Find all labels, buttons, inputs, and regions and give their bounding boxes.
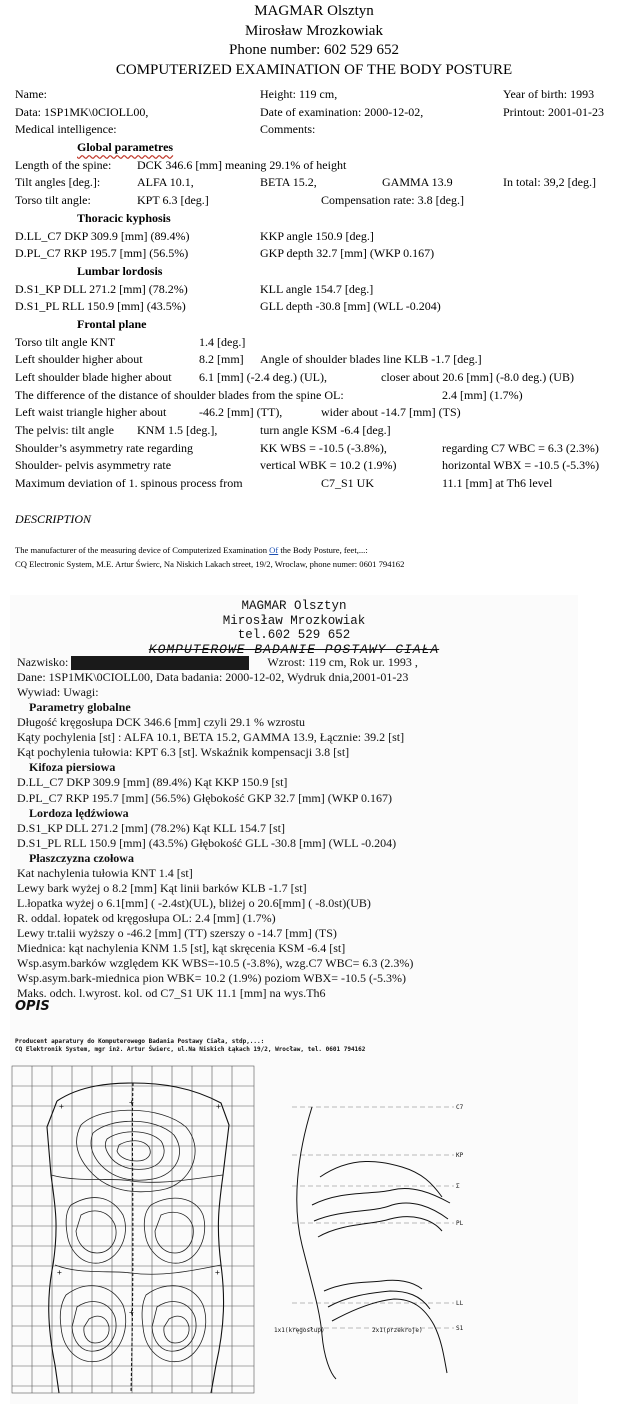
label-sigma: Σ — [456, 1183, 460, 1190]
th6-value: 11.1 [mm] at Th6 level — [442, 476, 553, 491]
moire-contours — [51, 1110, 223, 1361]
klb-value: Angle of shoulder blades line KLB -1.7 [deg.] — [260, 352, 482, 367]
blade-label: Left shoulder blade higher about — [15, 370, 172, 384]
scan-height-year: Wzrost: 119 cm, Rok ur. 1993 , — [267, 655, 418, 669]
svg-text:+: + — [59, 1102, 64, 1111]
english-report — [0, 0, 628, 575]
section-curve — [324, 1280, 422, 1291]
dpl-value: D.PL_C7 RKP 195.7 [mm] (56.5%) — [15, 246, 189, 261]
comments-label: Comments: — [260, 122, 316, 137]
scan-title-text: KOMPUTEROWE BADANIE POSTAWY CIAŁA — [148, 641, 440, 657]
torso-label: Torso tilt angle: — [15, 193, 91, 208]
person-name: Mirosław Mrozkowiak — [245, 22, 383, 39]
redaction-bar — [71, 656, 249, 670]
scale-left-label: 1x1(kręgosłup) — [274, 1327, 325, 1334]
vertical-value: vertical WBK = 10.2 (1.9%) — [260, 458, 397, 473]
scan-line: Dane: 1SP1MK\0CIOLL00, Data badania: 2000-12-02, Wydruk dnia,2001-01-23 — [17, 670, 409, 684]
company-name: MAGMAR Olsztyn — [254, 3, 374, 19]
phone-number: Phone number: 602 529 652 — [229, 42, 399, 58]
spine-profile-chart — [272, 1095, 478, 1395]
label-pl: PL — [456, 1220, 464, 1227]
shoulder-label: Left shoulder higher about — [15, 352, 143, 367]
scan-line: D.PL_C7 RKP 195.7 [mm] (56.5%) Głębokość GKP 32.7 [mm] (WKP 0.167) — [17, 791, 392, 805]
gamma-value: GAMMA 13.9 — [382, 175, 453, 190]
section-curve — [314, 1203, 448, 1221]
description-heading: DESCRIPTION — [15, 512, 91, 526]
scan-line: Kąt pochylenia tułowia: KPT 6.3 [st]. Wskaźnik kompensacji 3.8 [st] — [17, 745, 350, 759]
report-title: COMPUTERIZED EXAMINATION OF THE BODY POSTURE — [115, 61, 513, 78]
c7s1-value: C7_S1 UK — [321, 476, 375, 491]
beta-value: BETA 15.2, — [260, 175, 317, 190]
kk-value: KK WBS = -10.5 (-3.8%), — [260, 440, 387, 455]
label-c7: C7 — [456, 1104, 464, 1111]
scan-line: D.LL_C7 DKP 309.9 [mm] (89.4%) Kąt KKP 150.9 [st] — [17, 775, 288, 789]
scan-line: Lewy tr.talii wyższy o -46.2 [mm] (TT) szerszy o -14.7 [mm] (TS) — [17, 926, 337, 940]
scan-line: Wsp.asym.bark-miednica pion WBK= 10.2 (1.9%) poziom WBX= -10.5 (-5.3%) — [17, 971, 407, 985]
spine-label: Length of the spine: — [15, 157, 112, 172]
name-label: Name: — [15, 87, 47, 101]
ol-value: 2.4 [mm] (1.7%) — [442, 387, 523, 402]
scan-section-global: Parametry globalne — [29, 700, 131, 714]
manufacturer-text-b: the Body Posture, feet,...: — [278, 545, 368, 555]
asym-label: Shoulder’s asymmetry rate regarding — [15, 440, 194, 455]
section-global: Global parametres — [77, 140, 174, 155]
label-kp: KP — [456, 1152, 464, 1159]
scan-line: Wsp.asym.barków względem KK WBS=-10.5 (-3.8%), wzg.C7 WBC= 6.3 (2.3%) — [17, 956, 414, 970]
scan-section-lumbar: Lordoza lędźwiowa — [29, 806, 129, 820]
spine-value: DCK 346.6 [mm] meaning 29.1% of height — [137, 157, 347, 172]
pelvis-label: The pelvis: tilt angle — [15, 423, 114, 438]
knm-value: KNM 1.5 [deg.], — [137, 423, 218, 438]
scan-line: D.S1_KP DLL 271.2 [mm] (78.2%) Kąt KLL 154.7 [st] — [17, 821, 285, 835]
height-field: Height: 119 cm, — [260, 87, 338, 101]
svg-text:+: + — [216, 1102, 221, 1111]
shoulder-pelvis-label: Shoulder- pelvis asymmetry rate — [15, 458, 172, 473]
horizontal-value: horizontal WBX = -10.5 (-5.3%) — [442, 458, 600, 473]
profile-labels — [274, 1104, 464, 1334]
body-outline — [47, 1083, 229, 1393]
moire-back-map — [11, 1065, 255, 1395]
svg-text:+: + — [129, 1308, 134, 1317]
scan-line: Kąty pochylenia [st] : ALFA 10.1, BETA 15.2, GAMMA 13.9, Łącznie: 39.2 [st] — [17, 730, 405, 744]
knt-value: 1.4 [deg.] — [199, 334, 246, 349]
medical-label: Medical intelligence: — [15, 122, 117, 137]
producer-line-1: Producent aparatury do Komputerowego Badania Postawy Ciała, stdp,...: — [15, 1038, 265, 1045]
scale-right-label: 2x1(przekroje) — [372, 1327, 423, 1334]
section-thoracic: Thoracic kyphosis — [77, 210, 171, 225]
compensation-value: Compensation rate: 3.8 [deg.] — [321, 193, 464, 208]
manufacturer-line-2: CQ Electronic System, M.E. Artur Świerc, Na Niskich Lakach street, 19/2, Wroclaw, phone numer: 0601 794162 — [15, 559, 405, 569]
data-code: Data: 1SP1MK\0CIOLL00, — [15, 104, 149, 119]
scan-line: Kat nachylenia tułowia KNT 1.4 [st] — [17, 866, 193, 880]
exam-date: Date of examination: 2000-12-02, — [260, 104, 424, 119]
scan-section-thoracic: Kifoza piersiowa — [29, 760, 116, 774]
waist-value: -46.2 [mm] (TT), — [199, 405, 283, 420]
birth-year: Year of birth: 1993 — [503, 87, 595, 101]
kkp-value: KKP angle 150.9 [deg.] — [260, 228, 374, 243]
closer-value: closer about 20.6 [mm] (-8.0 deg.) (UB) — [381, 370, 574, 384]
waist-label: Left waist triangle higher about — [15, 405, 167, 420]
kpt-value: KPT 6.3 [deg.] — [137, 193, 209, 208]
ksm-value: turn angle KSM -6.4 [deg.] — [260, 423, 391, 438]
manufacturer-line-1 — [15, 544, 368, 556]
c7-value: regarding C7 WBC = 6.3 (2.3%) — [442, 440, 599, 455]
scan-person: Mirosław Mrozkowiak — [222, 613, 366, 628]
scan-section-frontal: Płaszczyzna czołowa — [29, 851, 134, 865]
section-curve — [328, 1291, 430, 1309]
ds1pl-value: D.S1_PL RLL 150.9 [mm] (43.5%) — [15, 299, 186, 314]
label-ll: LL — [456, 1300, 464, 1307]
ol-label: The difference of the distance of shoulder blades from the spine OL: — [15, 387, 344, 402]
section-lumbar: Lumbar lordosis — [77, 263, 163, 278]
printout-date: Printout: 2001-01-23 — [503, 104, 604, 119]
gkp-value: GKP depth 32.7 [mm] (WKP 0.167) — [260, 246, 435, 261]
section-curve — [312, 1188, 450, 1205]
scan-line: Maks. odch. l.wyrost. kol. od C7_S1 UK 11.1 [mm] na wys.Th6 — [17, 986, 326, 1000]
svg-text:+: + — [215, 1268, 220, 1277]
knt-label: Torso tilt angle KNT — [15, 334, 116, 349]
scan-line: R. oddal. łopatek od kręgosłupa OL: 2.4 [mm] (1.7%) — [17, 911, 276, 925]
scan-line: L.łopatka wyżej o 6.1[mm] ( -2.4st)(UL), bliżej o 20.6[mm] ( -8.0st)(UB) — [17, 896, 371, 910]
wider-value: wider about -14.7 [mm] (TS) — [321, 405, 461, 420]
svg-text:+: + — [57, 1268, 62, 1277]
scanned-document — [10, 595, 578, 1404]
alfa-value: ALFA 10.1, — [137, 175, 194, 190]
total-value: In total: 39,2 [deg.] — [503, 175, 596, 190]
scan-line: Miednica: kąt nachylenia KNM 1.5 [st], kąt skręcenia KSM -6.4 [st] — [17, 941, 346, 955]
manufacturer-text-a: The manufacturer of the measuring device of Computerized Examination — [15, 545, 270, 555]
scan-company: MAGMAR Olsztyn — [241, 599, 347, 613]
scan-line: Lewy bark wyżej o 8.2 [mm] Kąt linii barków KLB -1.7 [st] — [17, 881, 307, 895]
map-markers — [57, 1098, 221, 1317]
shoulder-value: 8.2 [mm] — [199, 352, 244, 367]
svg-text:+: + — [129, 1098, 134, 1107]
scan-line: Wywiad: Uwagi: — [17, 685, 99, 699]
sagittal-spine-curve — [297, 1107, 336, 1379]
scan-name-label: Nazwisko: — [17, 655, 69, 669]
producer-line-2: CQ Elektronik System, mgr inż. Artur Świerc, ul.Na Niskich Łąkach 19/2, Wrocław, tel. 0601 794162 — [15, 1046, 366, 1053]
label-s1: S1 — [456, 1325, 464, 1332]
blade-value: 6.1 [mm] (-2.4 deg.) (UL), — [199, 370, 327, 384]
gll-value: GLL depth -30.8 [mm] (WLL -0.204) — [260, 299, 441, 314]
scan-line: D.S1_PL RLL 150.9 [mm] (43.5%) Głębokość GLL -30.8 [mm] (WLL -0.204) — [17, 836, 397, 850]
ds1kp-value: D.S1_KP DLL 271.2 [mm] (78.2%) — [15, 281, 188, 296]
scan-line-name — [17, 655, 418, 671]
tilt-label: Tilt angles [deg.]: — [15, 175, 101, 190]
dll-value: D.LL_C7 DKP 309.9 [mm] (89.4%) — [15, 228, 190, 243]
manufacturer-of-link: Of — [269, 545, 279, 555]
profile-curves — [297, 1107, 450, 1379]
scan-line: Długość kręgosłupa DCK 346.6 [mm] czyli 29.1 % wzrostu — [17, 715, 305, 729]
opis-heading: OPIS — [15, 999, 50, 1014]
max-deviation-label: Maximum deviation of 1. spinous process from — [15, 476, 243, 491]
kll-value: KLL angle 154.7 [deg.] — [260, 281, 374, 296]
section-frontal: Frontal plane — [77, 316, 147, 331]
section-curve — [318, 1217, 442, 1237]
profile-level-lines — [292, 1107, 454, 1328]
section-curve — [332, 1299, 447, 1373]
scan-phone: tel.602 529 652 — [237, 628, 351, 642]
